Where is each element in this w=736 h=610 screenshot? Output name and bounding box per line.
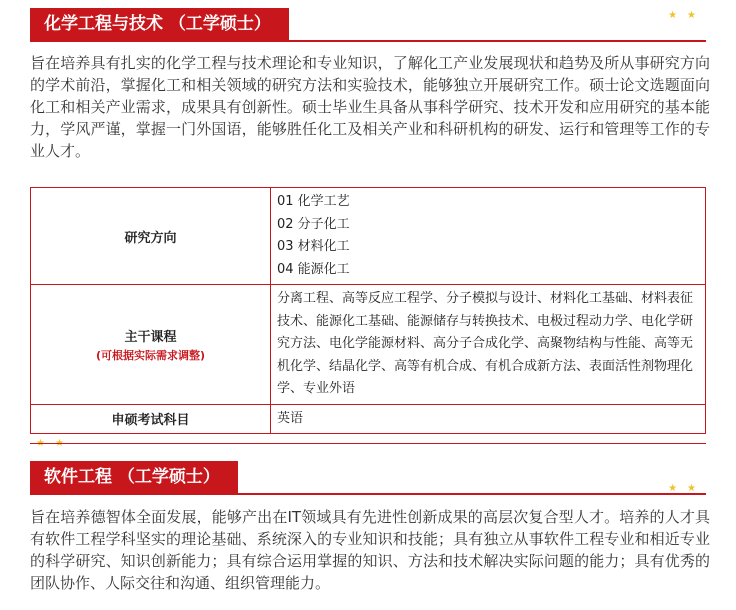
section-title: 化学工程与技术 （工学硕士） — [30, 8, 289, 40]
table-row — [31, 188, 706, 285]
exam-subject-value: 英语 — [271, 404, 706, 434]
header-underline — [30, 493, 706, 495]
program-info-table — [30, 187, 706, 434]
section-header-chemical-engineering — [0, 8, 706, 42]
main-courses-title: 主干课程 — [124, 329, 177, 345]
table-row — [31, 285, 706, 405]
list-item: 02 分子化工 — [277, 216, 350, 232]
courses-adjust-note: (可根据实际需求调整) — [95, 348, 206, 362]
list-item: 01 化学工艺 — [277, 194, 350, 209]
exam-subject-label: 申硕考试科目 — [31, 404, 271, 434]
main-courses-value: 分离工程、高等反应工程学、分子模拟与设计、材料化工基础、材料表征技术、能源化工基础、能源储存与转换技术、电极过程动力学、电化学研究方法、电化学能源材料、高分子合成化学、高聚物结构与性能、高等无机化学、结晶化学、高等有机合成、有机合成新方法、表面活性剂物理化学、专业外语 — [271, 285, 706, 405]
section-description: 旨在培养具有扎实的化学工程与技术理论和专业知识，了解化工产业发展现状和趋势及所从事研究方向的学术前沿，掌握化工和相关领域的研究方法和实验技术，能够独立开展研究工作。硕士论文选题面向化工和相关产业需求，成果具有创新性。硕士毕业生具备从事科学研究、技术开发和应用研究的基本能力，学风严谨，掌握一门外国语，能够胜任化工及相关产业和科研机构的研发、运行和管理等工作的专业人才。 — [30, 54, 710, 160]
decorative-stars-icon: ★★ — [668, 483, 706, 494]
list-item: 03 材料化工 — [277, 239, 350, 254]
section-divider — [30, 443, 706, 444]
section-header-software-engineering — [0, 461, 706, 495]
header-underline — [30, 40, 706, 42]
decorative-stars-icon: ★★ — [668, 10, 706, 21]
main-courses-label — [31, 285, 271, 405]
section-title: 软件工程 （工学硕士） — [30, 461, 238, 493]
list-item: 04 能源化工 — [277, 261, 350, 277]
table-row — [31, 404, 706, 434]
research-direction-list — [271, 188, 706, 285]
section-description: 旨在培养德智体全面发展，能够产出在IT领域具有先进性创新成果的高层次复合型人才。培养的人才具有软件工程学科坚实的理论基础、系统深入的专业知识和技能；具有独立从事软件工程专业和相近专业的科学研究、知识创新能力；具有综合运用掌握的知识、方法和技术解决实际问题的能力；具有优秀的团队协作、人际交往和沟通、组织管理能力。 — [30, 508, 710, 592]
research-direction-label: 研究方向 — [31, 188, 271, 285]
